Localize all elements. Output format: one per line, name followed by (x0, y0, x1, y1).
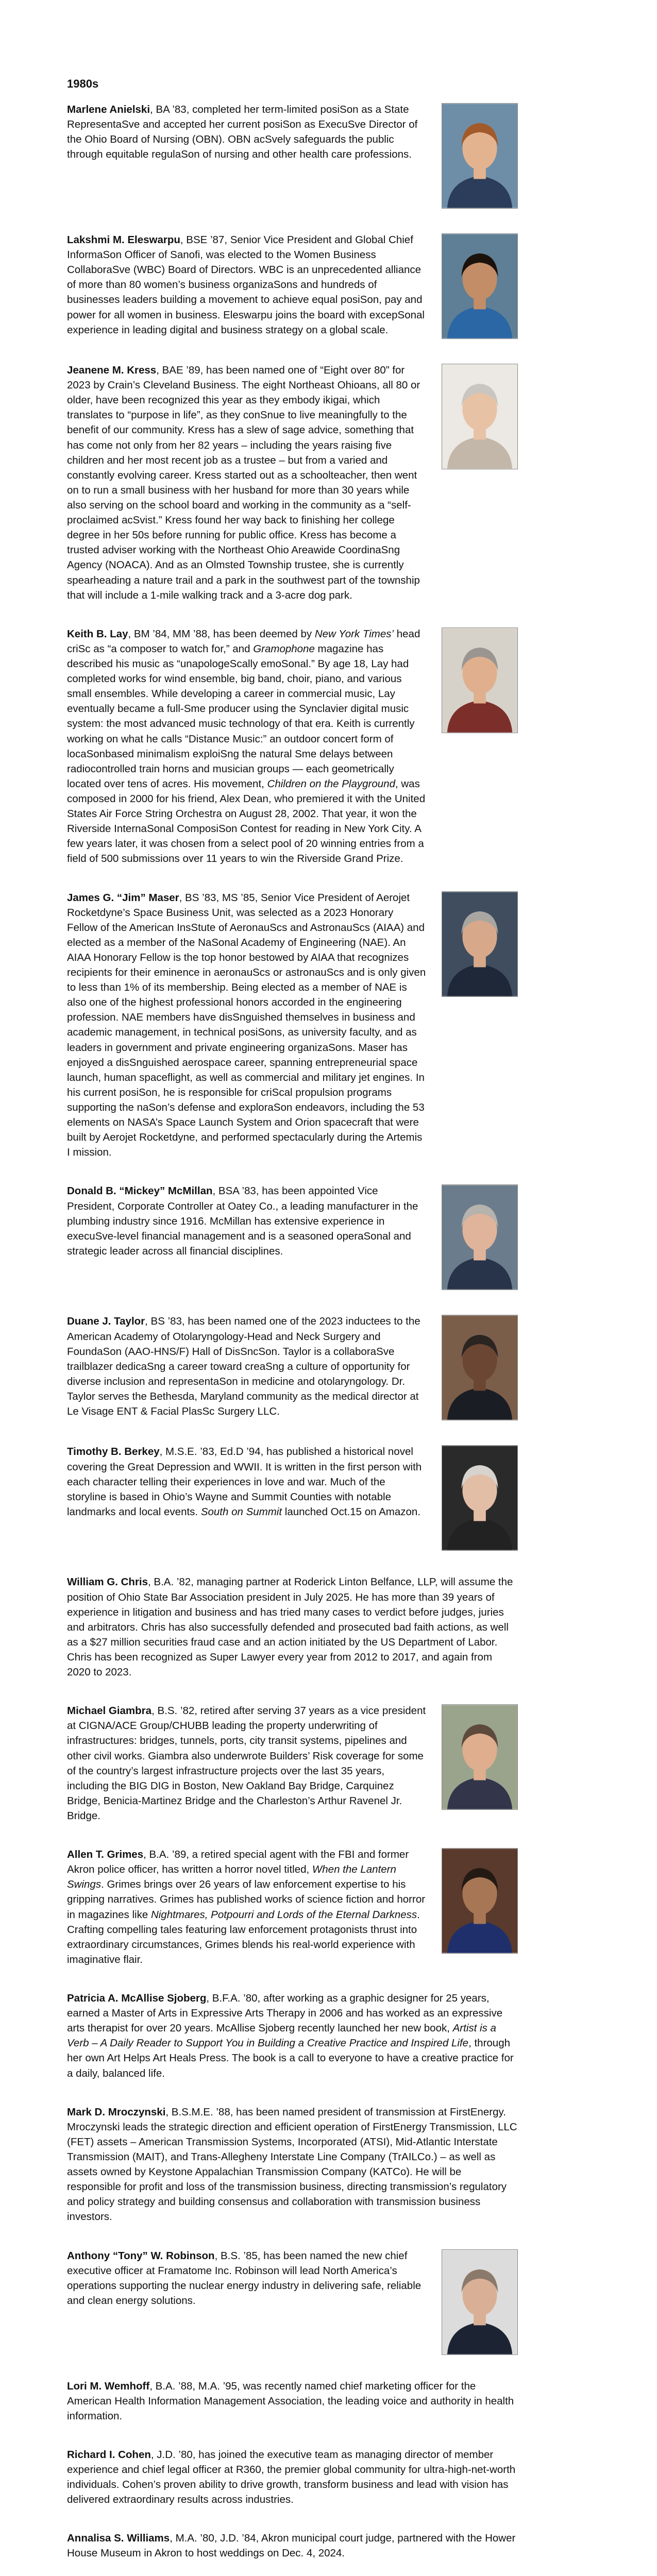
entry-text (67, 363, 426, 603)
alumni-name: Lakshmi M. Eleswarpu (67, 234, 180, 246)
book-title: Artist is a Verb – A Daily Reader to Support You in Building a Creative Practice and Inspired Life (67, 2022, 496, 2049)
alumni-entry (67, 2379, 518, 2424)
decade-heading: 1980s (67, 77, 99, 90)
headshot-photo (442, 1445, 518, 1551)
entry-text (67, 2248, 426, 2308)
alumni-entry (67, 2105, 518, 2225)
alumni-bio: , B.S.M.E. ’88, has been named president of transmission at FirstEnergy. Mroczynski leads the strategic direction and efficient operation of FirstEnergy Transmission, LLC (FET) assets – American Transmission Systems, Incorporated (ATSI), Mid-Atlantic Interstate Transmission (MAIT), and Trans-Allegheny Interstate Line Company (TrAILCo.) – as well as assets owned by Keystone Appalachian Transmission Company (KATCo). He will be responsible for profit and loss of the transmission business, directing transmission’s regulatory and policy strategy and building consensus and collaboration with transmission business investors. (67, 2106, 517, 2223)
publication-title: New York Times’ (314, 628, 394, 640)
headshot-photo (442, 1848, 518, 1954)
alumni-bio: , B.F.A. ’80, after working as a graphic designer for 25 years, earned a Master of Arts in Expressive Arts Therapy in 2006 and has worked as an expressive arts therapist for over 20 years. McAllise Sjoberg recently launched her new book, (67, 1992, 503, 2035)
alumni-entry (67, 1314, 518, 1420)
alumni-entry (67, 1847, 518, 1967)
alumni-name: James G. “Jim” Maser (67, 891, 179, 904)
alumni-bio: , through her own Art Helps Art Heals Press. The book is a call to everyone to have a creative practice for a daily, balanced life. (67, 2037, 514, 2079)
alumni-bio: . Crafting compelling tales featuring law enforcement protagonists thrust into extraordinary circumstances, Grimes blends his real-world experience with imaginative flair. (67, 1908, 420, 1965)
alumni-bio: , B.S. ’85, has been named the new chief executive officer at Framatome Inc. Robinson will lead North America’s operations supporting the nuclear energy industry in delivering safe, reliable and clean energy solutions. (67, 2249, 422, 2307)
entry-text (67, 890, 426, 1160)
alumni-name: Michael Giambra (67, 1705, 152, 1717)
entry-text (67, 2531, 518, 2561)
entry-text (67, 2447, 518, 2507)
entry-text (67, 1183, 426, 1259)
alumni-bio: , BS ’83, has been named one of the 2023 inductees to the American Academy of Otolaryngology-Head and Neck Surgery and FoundaSon (AAO-HNS/F) Hall of DisSncSon. Taylor is a collaboraSve trailblazer dedicaSng a career toward creaSng a culture of opportunity for diverse inclusion and representaSon in medicine and otolaryngology. Dr. Taylor serves the Bethesda, Maryland community as the medical director at Le Visage ENT & Facial PlasSc Surgery LLC. (67, 1315, 420, 1418)
alumni-name: Lori M. Wemhoff (67, 2380, 150, 2392)
headshot-photo (442, 1315, 518, 1420)
alumni-name: Mark D. Mroczynski (67, 2106, 166, 2118)
entry-text (67, 1847, 426, 1967)
alumni-entry (67, 2248, 518, 2355)
headshot-photo (442, 1704, 518, 1810)
alumni-bio: , B.A. ’89, a retired special agent with the FBI and former Akron police officer, has written a horror novel titled, (67, 1849, 409, 1876)
publication-title: Gramophone (253, 642, 315, 655)
alumni-bio: , J.D. ’80, has joined the executive team as managing director of member experience and chief legal officer at R360, the premier global community for ultra-high-net-worth individuals. Cohen’s proven ability to drive growth, transform business and lead with vision has delivered extraordinary results across industries. (67, 2448, 516, 2506)
alumni-name: Patricia A. McAllise Sjoberg (67, 1992, 207, 2004)
alumni-entry (67, 626, 518, 867)
alumni-entry (67, 1183, 518, 1290)
alumni-name: Keith B. Lay (67, 628, 128, 640)
book-title: When the Lantern Swings (67, 1863, 396, 1891)
alumni-entry (67, 102, 518, 209)
alumni-entry (67, 1703, 518, 1823)
alumni-name: Donald B. “Mickey” McMillan (67, 1185, 213, 1197)
alumni-name: William G. Chris (67, 1576, 148, 1588)
entry-text (67, 1444, 426, 1519)
alumni-bio: , M.A. ’80, J.D. ’84, Akron municipal court judge, partnered with the Hower House Museum in Akron to host weddings on Dec. 4, 2024. (67, 2532, 516, 2560)
entry-text (67, 2379, 518, 2424)
entry-text (67, 1314, 426, 1419)
alumni-bio: , B.A. ’82, managing partner at Roderick Linton Belfance, LLP, will assume the position of Ohio State Bar Association president in July 2025. He has more than 39 years of experience in litigation and business and has tried many cases to verdict before judges, juries and arbitrators. Chris has also successfully defended and prosecuted bad faith actions, as well as a $27 million securities fraud case and an action initiated by the US Department of Labor. Chris has been recognized as Super Lawyer every year from 2012 to 2017, and again from 2020 to 2023. (67, 1576, 513, 1679)
headshot-photo (442, 233, 518, 339)
alumni-name: Marlene Anielski (67, 104, 150, 115)
headshot-photo (442, 628, 518, 733)
alumni-name: Jeanene M. Kress (67, 364, 157, 376)
alumni-bio: , BM ’84, MM ’88, has been deemed by (128, 628, 315, 640)
entry-text (67, 1703, 426, 1823)
alumni-bio: , BA ’83, completed her term-limited posiSon as a State RepresentaSve and accepted her current posiSon as ExecuSve Director of the Ohio Board of Nursing (OBN). OBN acSvely safeguards the public through equitable regulaSon of nursing and other health care professions. (67, 104, 418, 161)
alumni-entry (67, 1991, 518, 2081)
alumni-name: Annalisa S. Williams (67, 2532, 170, 2545)
alumni-name: Timothy B. Berkey (67, 1446, 160, 1458)
alumni-entry (67, 1574, 518, 1680)
headshot-photo (442, 364, 518, 469)
alumni-bio: head criSc as “a composer to watch for,” and (67, 628, 420, 655)
alumni-bio: magazine has described his music as “unapologeScally emoSonal.” By age 18, Lay had completed works for wind ensemble, big band, choir, piano, and various small ensembles. While developing a career in commercial music, Lay eventually became a full-Sme producer using the Synclavier digital music system: the most advanced music technology of that era. Keith is currently working on what he calls “Distance Music:” an outdoor concert form of locaSonbased minimalism exploiSng the natural Sme delays between radiocontrolled train horns and musician groups — each geometrically located over tens of acres. His movement, (67, 642, 415, 790)
alumni-bio: , M.S.E. ’83, Ed.D ’94, has published a historical novel covering the Great Depression and WWII. It is written in the first person with each character telling their experiences in love and war. Much of the storyline is based in Ohio’s Wayne and Summit Counties with notable landmarks and local events. (67, 1446, 422, 1518)
alumni-bio: , was composed in 2000 for his friend, Alex Dean, who premiered it with the United States Air Force String Orchestra on August 28, 2002. That year, it won the Riverside InternaSonal ComposiSon Contest for reading in New York City. A few years later, it was chosen from a select pool of 20 winning entries from a field of 500 submissions over 11 years to win the Riverside Grand Prize. (67, 777, 426, 865)
alumni-entry (67, 232, 518, 339)
headshot-photo (442, 1184, 518, 1290)
alumni-entry (67, 363, 518, 603)
alumni-bio: . Grimes brings over 26 years of law enforcement expertise to his gripping narratives. Grimes has published works of science fiction and horror in magazines like (67, 1878, 426, 1921)
alumni-bio: , B.A. ’88, M.A. ’95, was recently named chief marketing officer for the American Health Information Management Association, the leading voice and authority in health information. (67, 2380, 514, 2422)
headshot-photo (442, 2249, 518, 2355)
headshot-photo (442, 891, 518, 997)
entry-text (67, 232, 426, 337)
alumni-name: Richard I. Cohen (67, 2448, 151, 2461)
work-title: Children on the Playground (267, 777, 395, 790)
alumni-name: Allen T. Grimes (67, 1849, 144, 1861)
entry-text (67, 1991, 518, 2081)
alumni-bio: , BSE ’87, Senior Vice President and Global Chief InformaSon Officer of Sanofi, was elected to the Women Business CollaboraSve (WBC) Board of Directors. WBC is an unprecedented alliance of more than 80 women’s business organizaSons and hundreds of businesses leaders building a movement to achieve equal posiSon, pay and power for all women in business. Eleswarpu joins the board with excepSonal experience in leading digital and business strategy on a global scale. (67, 234, 425, 336)
alumni-entry (67, 2447, 518, 2507)
book-title: South on Summit (200, 1505, 282, 1518)
entry-text (67, 2105, 518, 2225)
entry-text (67, 1574, 518, 1680)
headshot-photo (442, 103, 518, 209)
alumni-entry (67, 890, 518, 1160)
alumni-bio: , B.S. ’82, retired after serving 37 years as a vice president at CIGNA/ACE Group/CHUBB leading the property underwriting of infrastructures: bridges, tunnels, ports, city transit systems, pipelines and other civil works. Giambra also underwrote Builders’ Risk coverage for some of the country’s largest infrastructure projects over the last 35 years, including the BIG DIG in Boston, New Oakland Bay Bridge, Carquinez Bridge, Benicia-Martinez Bridge and the Charleston’s Arthur Ravenel Jr. Bridge. (67, 1705, 426, 1822)
alumni-bio: launched Oct.15 on Amazon. (282, 1505, 421, 1518)
magazine-titles: Nightmares, Potpourri and Lords of the Eternal Darkness (150, 1908, 417, 1921)
alumni-name: Duane J. Taylor (67, 1315, 145, 1328)
alumni-entry (67, 1444, 518, 1551)
alumni-bio: , BSA ’83, has been appointed Vice President, Corporate Controller at Oatey Co., a leading manufacturer in the plumbing industry since 1916. McMillan has extensive experience in execuSve-level financial management and is a seasoned operaSonal and strategic leader across all financial disciplines. (67, 1185, 418, 1257)
alumni-bio: , BAE ’89, has been named one of “Eight over 80” for 2023 by Crain’s Cleveland Business. The eight Northeast Ohioans, all 80 or older, have been recognized this year as they embody ikigai, which translates to “purpose in life”, as they conSnue to live meaningfully to the benefit of our community. Kress has a slew of sage advice, something that has come not only from her 82 years – including the years raising five children and her most recent job as a trustee – but from a varied and constantly evolving career. Kress started out as a schoolteacher, then went on to run a small business with her husband for more than 30 years while also serving on the school board and working in the community as a “self-proclaimed acSvist.” Kress found her way back to finishing her college degree in her 50s before running for public office. Kress has become a trusted adviser working with the Northeast Ohio Areawide CoordinaSng Agency (NOACA). And as an Olmsted Township trustee, she is currently spearheading a nature trail and a park in the southwest part of the township that will include a 1-mile walking track and a 3-acre dog park. (67, 364, 420, 601)
alumni-entry (67, 2531, 518, 2561)
alumni-name: Anthony “Tony” W. Robinson (67, 2249, 215, 2262)
entry-text (67, 626, 426, 867)
entry-text (67, 102, 426, 162)
alumni-bio: , BS ’83, MS ’85, Senior Vice President of Aerojet Rocketdyne’s Space Business Unit, was selected as a 2023 Honorary Fellow of the American InsStute of AeronauScs and AstronauScs (AIAA) and elected as a member of the NaSonal Academy of Engineering (NAE). An AIAA Honorary Fellow is the top honor bestowed by AIAA that recognizes recipients for their eminence in aeronauScs or astronauScs and is only given to less than 1% of its membership. Being elected as a member of NAE is also one of the highest professional honors accorded in the engineering profession. NAE members have disSnguished themselves in business and academic management, in technical posiSons, as university faculty, and as leaders in government and private engineering organizaSons. Maser has enjoyed a disSnguished aerospace career, spanning entrepreneurial space launch, human spaceflight, as well as commercial and military jet engines. In his current posiSon, he is responsible for criScal propulsion programs supporting the naSon’s defense and exploraSon endeavors, including the 53 elements on NASA’s Space Launch System and Orion spacecraft that were built by Aerojet Rocketdyne, and performed spectacularly during the Artemis I mission. (67, 891, 426, 1159)
